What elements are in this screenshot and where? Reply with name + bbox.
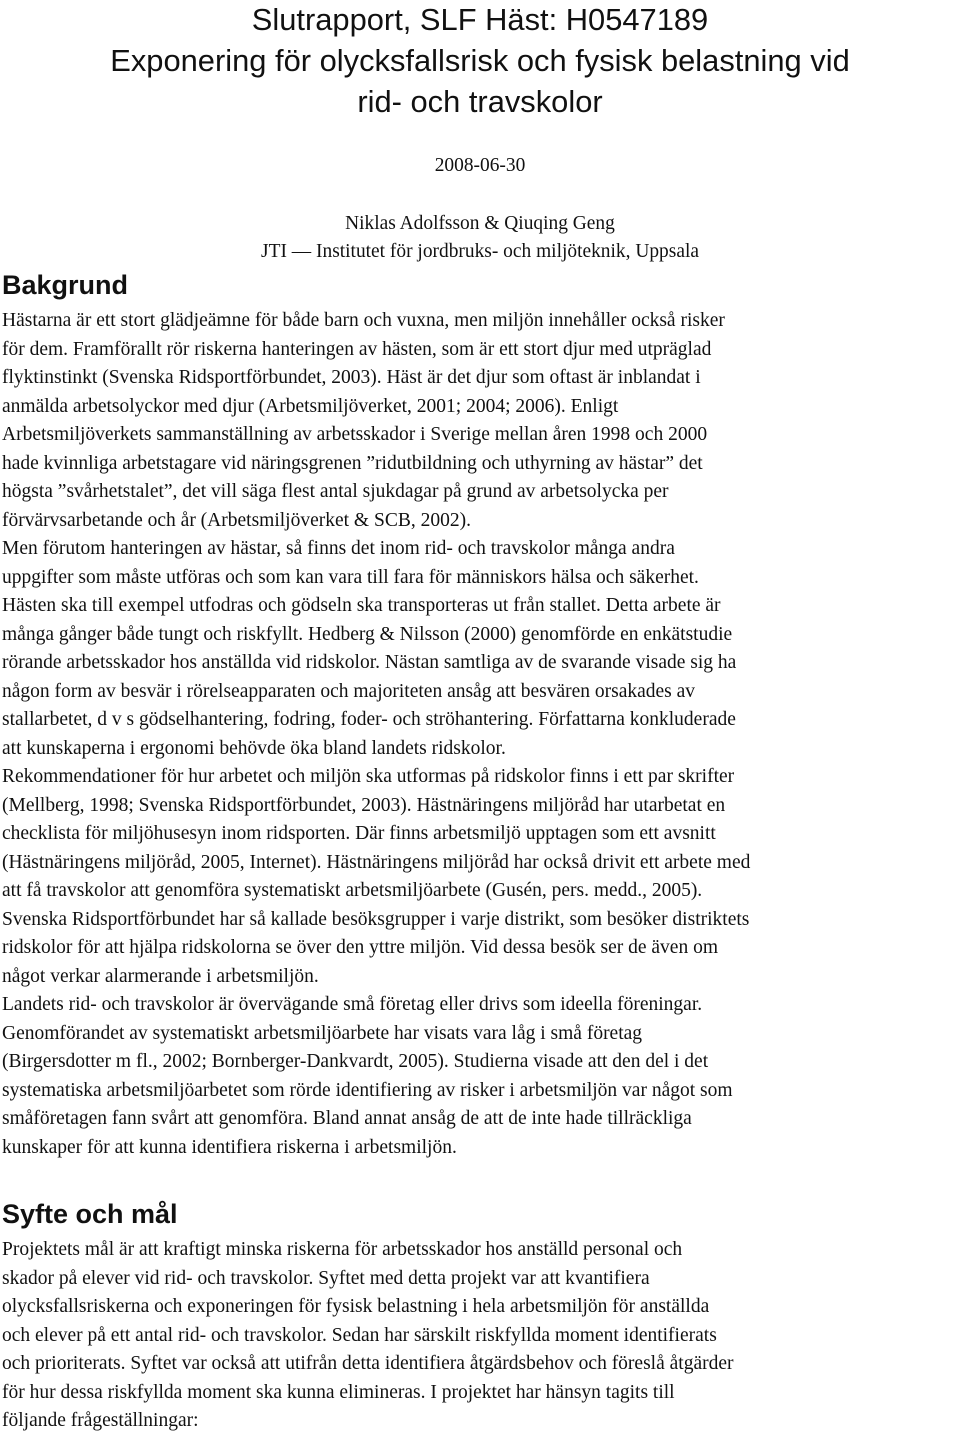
text-line: för dem. Framförallt rör riskerna hanteringen av hästen, som är ett stort djur med utpräglad — [2, 338, 712, 360]
text-line: någon form av besvär i rörelseapparaten och majoriteten ansåg att besvären orsakades av — [2, 680, 696, 702]
text-line: följande frågeställningar: — [2, 1410, 199, 1431]
text-line: rörande arbetsskador hos anställda vid ridskolor. Nästan samtliga av de svarande visade sig ha — [2, 652, 737, 673]
text-line: flyktinstinkt (Svenska Ridsportförbundet, 2003). Häst är det djur som oftast är inblandat i — [2, 367, 701, 388]
text-line: och prioriterats. Syftet var också att utifrån detta identifiera åtgärdsbehov och föreslå åtgärder — [2, 1353, 734, 1374]
text-line: (Mellberg, 1998; Svenska Ridsportförbundet, 2003). Hästnäringens miljöråd har utarbetat en — [2, 794, 726, 816]
section-heading-syfte: Syfte och mål — [2, 1199, 178, 1229]
text-line: Rekommendationer för hur arbetet och miljön ska utformas på ridskolor finns i ett par skrifter — [2, 766, 735, 787]
text-line: Svenska Ridsportförbundet har så kallade besöksgrupper i varje distrikt, som besöker distriktets — [2, 908, 750, 930]
report-title-line-1: Slutrapport, SLF Häst: H0547189 — [251, 2, 709, 37]
text-line: många gånger både tungt och riskfyllt. Hedberg & Nilsson (2000) genomförde en enkätstudie — [2, 623, 733, 645]
report-authors: Niklas Adolfsson & Qiuqing Geng — [345, 213, 615, 234]
text-line: hade kvinnliga arbetstagare vid näringsgrenen ”ridutbildning och uthyrning av hästar” det — [2, 452, 703, 474]
report-title-line-2: Exponering för olycksfallsrisk och fysisk belastning vid — [110, 43, 850, 78]
text-line: att kunskaperna i ergonomi behövde öka bland landets ridskolor. — [2, 737, 506, 759]
text-line: kunskaper för att kunna identifiera riskerna i arbetsmiljön. — [2, 1136, 457, 1158]
text-line: uppgifter som måste utföras och som kan vara till fara för människors hälsa och säkerhet. — [2, 566, 699, 588]
text-line: och elever på ett antal rid- och travskolor. Sedan har särskilt riskfyllda moment identifierats — [2, 1324, 717, 1346]
report-title-line-3: rid- och travskolor — [357, 84, 603, 119]
section-body-syfte — [2, 1236, 958, 1436]
text-line: Hästen ska till exempel utfodras och gödseln ska transporteras ut från stallet. Detta arbete är — [2, 595, 721, 616]
text-line: småföretagen fann svårt att genomföra. Bland annat ansåg de att de inte hade tillräckliga — [2, 1108, 692, 1129]
text-line: Genomförandet av systematiskt arbetsmiljöarbete har visats vara låg i små företag — [2, 1022, 643, 1044]
text-line: ridskolor för att hjälpa ridskolorna se över den yttre miljön. Vid dessa besök ser de även om — [2, 937, 719, 958]
text-line: något verkar alarmerande i arbetsmiljön. — [2, 965, 319, 987]
text-line: stallarbetet, d v s gödselhantering, fodring, foder- och ströhantering. Författarna konkluderade — [2, 709, 736, 730]
text-line: Men förutom hanteringen av hästar, så finns det inom rid- och travskolor många andra — [2, 538, 675, 559]
text-line: förvärvsarbetande och år (Arbetsmiljöverket & SCB, 2002). — [2, 509, 471, 531]
text-line: (Hästnäringens miljöråd, 2005, Internet). Hästnäringens miljöråd har också drivit ett arbete med — [2, 851, 751, 873]
text-line: anmälda arbetsolyckor med djur (Arbetsmiljöverket, 2001; 2004; 2006). Enligt — [2, 395, 619, 417]
text-line: att få travskolor att genomföra systematiskt arbetsmiljöarbete (Gusén, pers. medd., 2005). — [2, 880, 703, 901]
text-line: Arbetsmiljöverkets sammanställning av arbetsskador i Sverige mellan åren 1998 och 2000 — [2, 424, 708, 445]
text-line: skador på elever vid rid- och travskolor. Syftet med detta projekt var att kvantifiera — [2, 1267, 650, 1289]
report-date: 2008-06-30 — [434, 155, 526, 176]
text-line: olycksfallsriskerna och exponeringen för fysisk belastning i hela arbetsmiljön för anställda — [2, 1296, 710, 1317]
section-body-bakgrund — [2, 307, 958, 1162]
text-line: Hästarna är ett stort glädjeämne för både barn och vuxna, men miljön innehåller också risker — [2, 310, 725, 331]
text-line: checklista för miljöhusesyn inom ridsporten. Där finns arbetsmiljö upptagen som ett avsnitt — [2, 823, 716, 844]
text-line: högsta ”svårhetstalet”, det vill säga flest antal sjukdagar på grund av arbetsolycka per — [2, 481, 669, 502]
report-institute: JTI — Institutet för jordbruks- och miljöteknik, Uppsala — [261, 241, 699, 262]
text-line: (Birgersdotter m fl., 2002; Bornberger-Dankvardt, 2005). Studierna visade att den del i det — [2, 1051, 709, 1072]
text-line: systematiska arbetsmiljöarbetet som rörde identifiering av risker i arbetsmiljön var något som — [2, 1079, 733, 1101]
text-line: Landets rid- och travskolor är övervägande små företag eller drivs som ideella föreningar. — [2, 994, 703, 1015]
text-line: Projektets mål är att kraftigt minska riskerna för arbetsskador hos anställd personal och — [2, 1239, 683, 1260]
text-line: för hur dessa riskfyllda moment ska kunna elimineras. I projektet har hänsyn tagits till — [2, 1381, 675, 1403]
section-heading-bakgrund: Bakgrund — [2, 270, 129, 300]
